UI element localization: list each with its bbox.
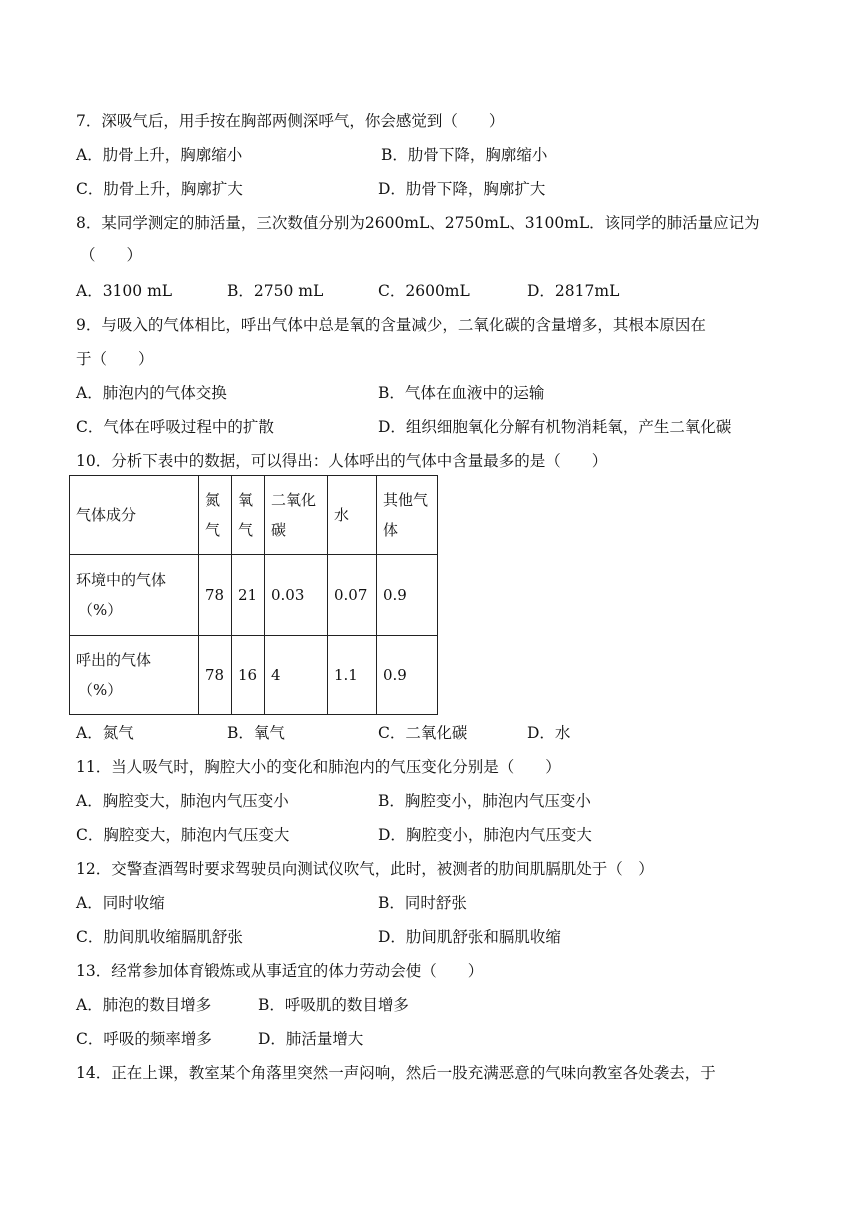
table-cell: 4 [265,636,328,715]
gas-composition-table [69,475,438,715]
table-cell: 78 [199,555,232,636]
q7-option-d: D．肋骨下降，胸廓扩大 [378,180,546,198]
table-header-cell: 水 [328,476,377,555]
q7-option-a: A．肋骨上升，胸廓缩小 [76,146,243,164]
row-unit: （%） [78,681,123,699]
question-9-stem-cont: 于（ ） [76,350,154,368]
table-cell: 1.1 [328,636,377,715]
table-row [70,636,438,715]
table-cell: 0.07 [328,555,377,636]
table-cell: 0.9 [377,555,438,636]
question-13-stem: 13．经常参加体育锻炼或从事适宜的体力劳动会使（ ） [76,962,484,980]
q13-option-c: C．呼吸的频率增多 [76,1030,212,1048]
table-cell: 21 [232,555,265,636]
q10-option-b: B．氧气 [227,724,285,742]
table-header-cell: 其他气体 [377,476,438,555]
table-row-label-cell [70,636,199,715]
row-label: 环境中的气体 [76,571,167,589]
q10-option-d: D．水 [527,724,571,742]
row-label: 呼出的气体 [76,651,152,669]
q11-option-a: A．胸腔变大，肺泡内气压变小 [76,792,289,810]
q11-option-b: B．胸腔变小，肺泡内气压变小 [378,792,591,810]
table-row-label-cell [70,555,199,636]
q8-option-d: D．2817mL [527,282,620,300]
q12-option-c: C．肋间肌收缩膈肌舒张 [76,928,243,946]
q13-option-b: B．呼吸肌的数目增多 [258,996,409,1014]
question-14-stem: 14．正在上课，教室某个角落里突然一声闷响，然后一股充满恶意的气味向教室各处袭去，于 [76,1064,716,1082]
table-cell: 0.03 [265,555,328,636]
q9-option-a: A．肺泡内的气体交换 [76,384,227,402]
q8-option-a: A．3100 mL [76,282,173,300]
question-12-stem: 12．交警查酒驾时要求驾驶员向测试仪吹气，此时，被测者的肋间肌膈肌处于（ ） [76,860,654,878]
q9-option-d: D．组织细胞氧化分解有机物消耗氧，产生二氧化碳 [378,418,732,436]
table-cell: 78 [199,636,232,715]
table-row [70,555,438,636]
q12-option-d: D．肋间肌舒张和膈肌收缩 [378,928,561,946]
q9-option-c: C．气体在呼吸过程中的扩散 [76,418,274,436]
q7-option-b: B．肋骨下降，胸廓缩小 [381,146,548,164]
question-8-stem-cont: （ ） [80,246,143,264]
table-header-cell: 气体成分 [70,476,199,555]
q12-option-b: B．同时舒张 [378,894,467,912]
q11-option-c: C．胸腔变大，肺泡内气压变大 [76,826,290,844]
table-header-row [70,476,438,555]
q13-option-d: D．肺活量增大 [258,1030,364,1048]
row-unit: （%） [78,601,123,619]
table-cell: 16 [232,636,265,715]
q9-option-b: B．气体在血液中的运输 [378,384,545,402]
q13-option-a: A．肺泡的数目增多 [76,996,212,1014]
q8-option-b: B．2750 mL [227,282,324,300]
table-header-cell: 二氧化碳 [265,476,328,555]
q7-option-c: C．肋骨上升，胸廓扩大 [76,180,243,198]
q10-option-c: C．二氧化碳 [378,724,468,742]
q12-option-a: A．同时收缩 [76,894,165,912]
question-9-stem: 9．与吸入的气体相比，呼出气体中总是氧的含量减少，二氧化碳的含量增多，其根本原因在 [76,316,706,334]
q11-option-d: D．胸腔变小，肺泡内气压变大 [378,826,592,844]
question-8-stem: 8．某同学测定的肺活量，三次数值分别为2600mL、2750mL、3100mL．该同学的肺活量应记为 [76,214,760,232]
q10-option-a: A．氮气 [76,724,134,742]
question-7-stem: 7．深吸气后，用手按在胸部两侧深呼气，你会感觉到（ ） [76,112,505,130]
question-11-stem: 11．当人吸气时，胸腔大小的变化和肺泡内的气压变化分别是（ ） [76,758,561,776]
table-header-cell: 氮气 [199,476,232,555]
table-header-cell: 氧气 [232,476,265,555]
table-cell: 0.9 [377,636,438,715]
question-10-stem: 10．分析下表中的数据，可以得出：人体呼出的气体中含量最多的是（ ） [76,452,608,470]
q8-option-c: C．2600mL [378,282,470,300]
